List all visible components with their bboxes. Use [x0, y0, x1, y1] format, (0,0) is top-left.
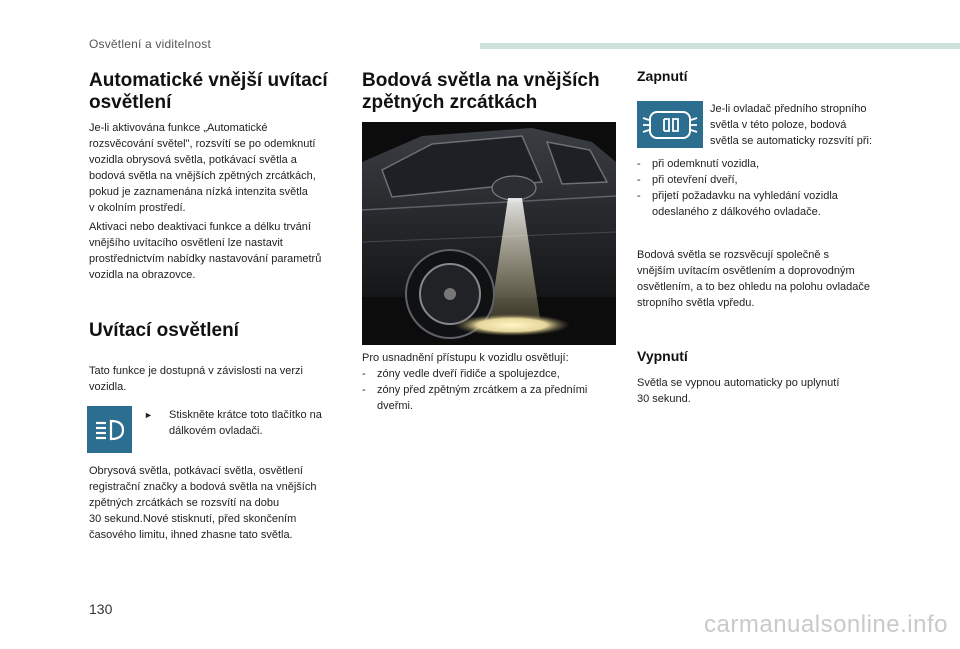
heading-automatic-welcome-lighting: Automatické vnější uvítací osvětlení [89, 70, 328, 113]
paragraph-lights-duration: Obrysová světla, potkávací světla, osvětlení registrační značky a bodová světla na vnějších zpětných zrcátkách se rozsvítí na dobu 30 sekund.Nové stisknutí, před skončením časového limitu, ihned zhasne tato světla. [89, 465, 317, 541]
triangle-bullet-icon: ► [144, 410, 153, 420]
list-item: - zóny vedle dveří řidiče a spolujezdce, [362, 366, 622, 382]
paragraph-spotlight-purpose: Pro usnadnění přístupu k vozidlu osvětlují: [362, 352, 569, 364]
step-press-button: ► Stiskněte krátce toto tlačítko na dálkovém ovladači. [144, 409, 322, 437]
paragraph-activation: Aktivaci nebo deaktivaci funkce a délku trvání vnějšího uvítacího osvětlení lze nastavit prostřednictvím nabídky nastavování parametrů vozidla na obrazovce. [89, 221, 322, 281]
header-bar [480, 43, 960, 49]
paragraph-control-position: Je-li ovladač předního stropního světla v této poloze, bodová světla se automaticky rozsvítí při: [710, 103, 872, 147]
paragraph-availability: Tato funkce je dostupná v závislosti na verzi vozidla. [89, 365, 304, 393]
section-title: Osvětlení a viditelnost [89, 37, 211, 51]
courtesy-light-control-icon [637, 101, 703, 148]
list-item: - přijetí požadavku na vyhledání vozidla odeslaného z dálkového ovladače. [637, 188, 897, 220]
watermark: carmanualsonline.info [704, 611, 948, 638]
paragraph-auto-lighting: Je-li aktivována funkce „Automatické rozsvěcování světel", rozsvítí se po odemknutí vozidla obrysová světla, potkávací světla a bodová světla na vnějších zpětných zrcátkách, pokud je zaznamenána nízká intenzita světla v okolním prostředí. [89, 122, 316, 214]
headlight-button-icon [87, 406, 132, 453]
list-item: - při odemknutí vozidla, [637, 156, 897, 172]
list-item: - při otevření dveří, [637, 172, 897, 188]
paragraph-spotlights-together: Bodová světla se rozsvěcují společně s vnějším uvítacím osvětlením a doprovodným osvětlením, a to bez ohledu na polohu ovladače stropního světla vpředu. [637, 249, 870, 309]
activation-events-list [637, 156, 897, 220]
paragraph-auto-off: Světla se vypnou automaticky po uplynutí 30 sekund. [637, 377, 840, 405]
heading-mirror-spotlights: Bodová světla na vnějších zpětných zrcátkách [362, 70, 600, 113]
car-mirror-spotlight-photo [362, 122, 616, 345]
page-number: 130 [89, 601, 113, 617]
spotlight-zones-list [362, 366, 622, 414]
list-item: - zóny před zpětným zrcátkem a za předními dveřmi. [362, 382, 622, 414]
heading-welcome-lighting: Uvítací osvětlení [89, 320, 239, 341]
heading-switching-on: Zapnutí [637, 68, 688, 84]
heading-switching-off: Vypnutí [637, 348, 688, 364]
